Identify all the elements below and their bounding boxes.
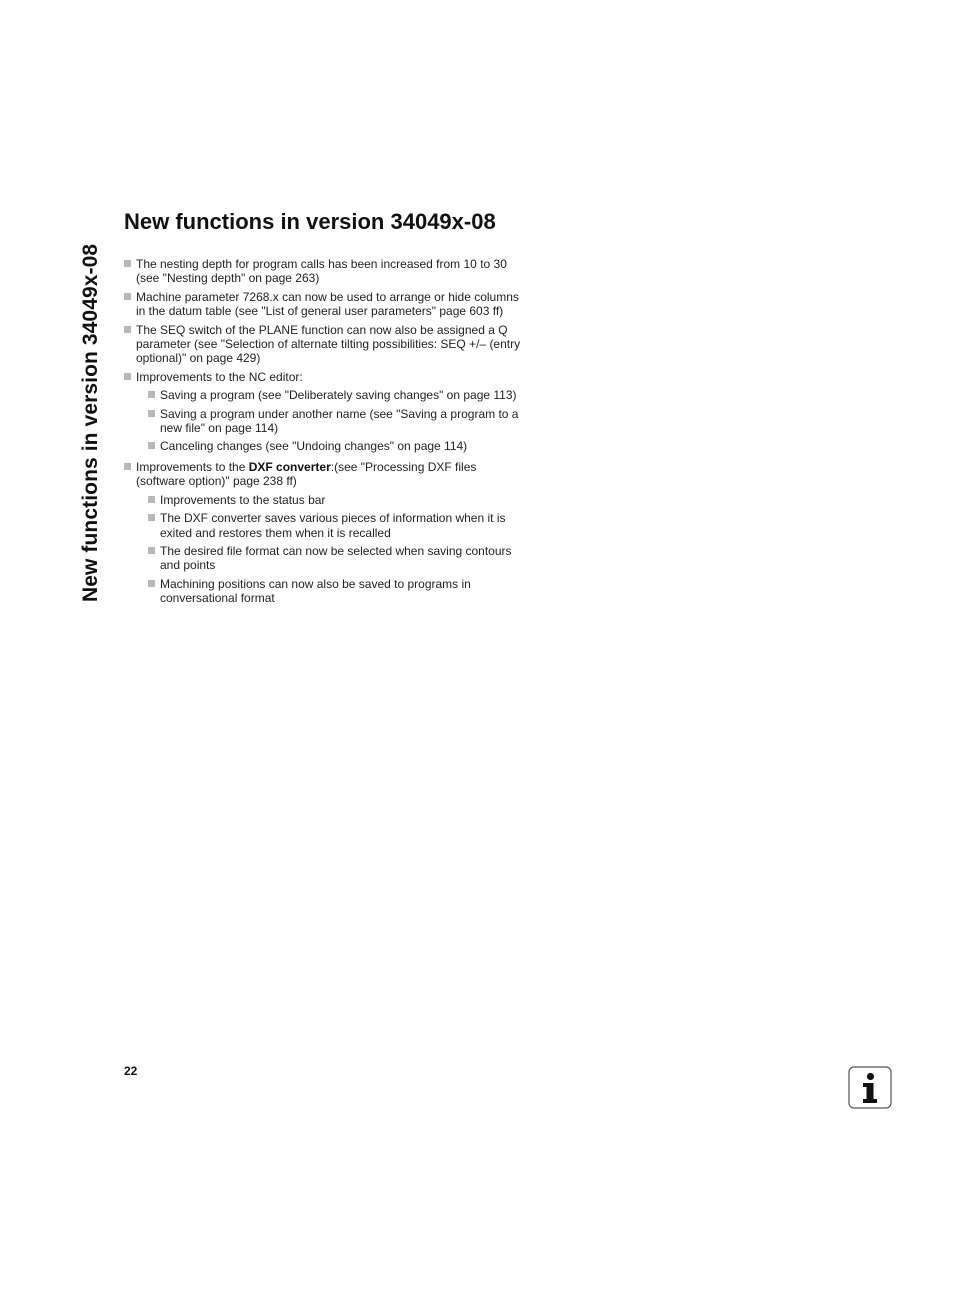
square-bullet-icon [148,496,155,503]
sub-list-item [148,388,524,402]
list-item-text-before: Improvements to the [136,459,249,474]
list-item [124,290,524,319]
square-bullet-icon [124,260,131,267]
sub-list-item [148,544,524,573]
sub-list [136,388,524,454]
square-bullet-icon [148,580,155,587]
sub-list-item [148,511,524,540]
sub-list-item [148,493,524,507]
square-bullet-icon [124,293,131,300]
square-bullet-icon [148,410,155,417]
dxf-converter-term: DXF converter [248,459,331,474]
side-chapter-title: New functions in version 34049x-08 [79,243,102,602]
square-bullet-icon [148,391,155,398]
sub-list-item [148,407,524,436]
sub-list-item-text: The desired file format can now be selected when saving contours and points [160,543,512,573]
sub-list-item-text: The DXF converter saves various pieces of information when it is exited and restores them when it is recalled [160,511,506,540]
square-bullet-icon [148,514,155,521]
sub-list [136,493,524,606]
page-title: New functions in version 34049x-08 [124,209,496,234]
list-item [124,323,524,366]
sub-list-item-text: Machining positions can now also be saved to programs in conversational format [160,576,471,606]
list-item [124,257,524,286]
list-item-text: Improvements to the NC editor: [136,369,303,384]
sub-list-item-text: Canceling changes (see "Undoing changes" on page 114) [160,439,468,454]
list-item-text: The nesting depth for program calls has been increased from 10 to 30 (see "Nesting depth" on page 263) [136,257,507,286]
square-bullet-icon [124,326,131,333]
square-bullet-icon [148,442,155,449]
sub-list-item [148,439,524,453]
sub-list-item-text: Saving a program (see "Deliberately saving changes" on page 113) [160,388,517,403]
list-item-text: The SEQ switch of the PLANE function can now also be assigned a Q parameter (see "Selection of alternate tilting possibilities: SEQ +/– (entry optional)" on page 429) [136,322,521,366]
square-bullet-icon [124,373,131,380]
list-item-nc-editor [124,370,524,454]
content-body [124,257,524,612]
list-item-text: Machine parameter 7268.x can now be used to arrange or hide columns in the datum table (see "List of general user parameters" page 603 ff) [136,289,519,319]
page-number: 22 [124,1064,138,1078]
feature-list [124,257,524,606]
sub-list-item-text: Saving a program under another name (see "Saving a program to a new file" on page 114) [160,406,519,436]
sub-list-item [148,577,524,606]
square-bullet-icon [148,547,155,554]
list-item-dxf-converter [124,460,524,606]
list-item-text-after: :(see "Processing DXF files (software option)" page 238 ff) [136,459,477,489]
info-icon [848,1066,892,1109]
square-bullet-icon [124,463,131,470]
sub-list-item-text: Improvements to the status bar [160,492,326,507]
